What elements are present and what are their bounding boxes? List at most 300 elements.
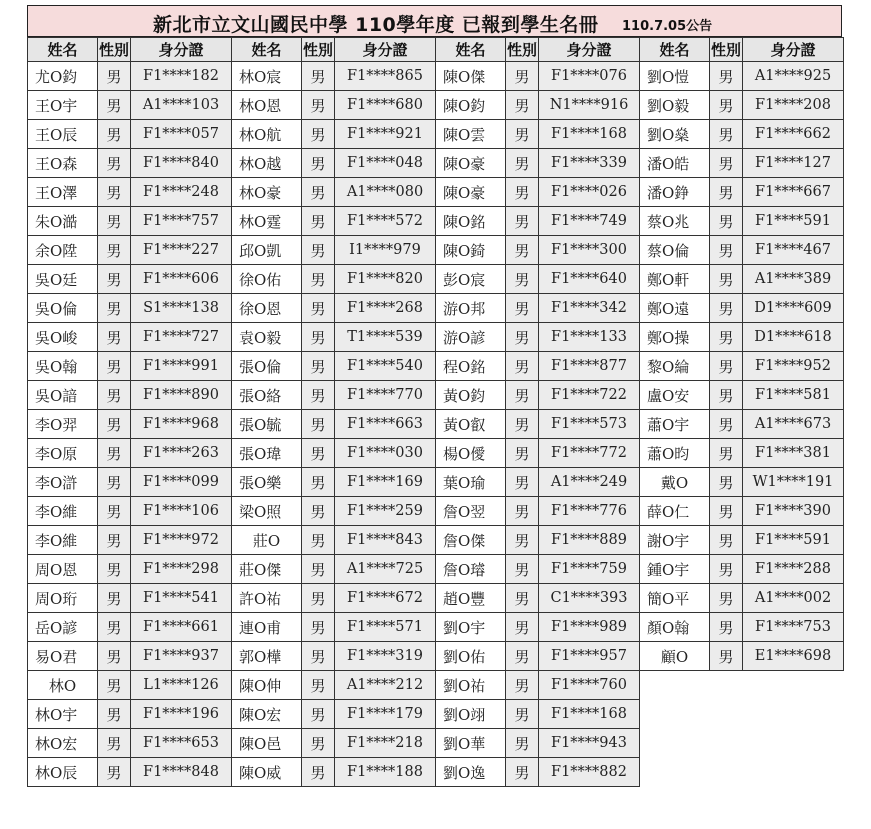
header-name: 姓名 xyxy=(640,38,710,62)
student-name: 劉O愷 xyxy=(640,62,710,91)
student-name: 盧O安 xyxy=(640,381,710,410)
table-row xyxy=(28,613,844,642)
student-id: F1****772 xyxy=(539,439,640,468)
student-id: F1****753 xyxy=(743,613,844,642)
student-id: F1****381 xyxy=(743,439,844,468)
student-id: F1****749 xyxy=(539,207,640,236)
student-id: F1****727 xyxy=(131,323,232,352)
student-id: F1****722 xyxy=(539,381,640,410)
student-id: F1****848 xyxy=(131,758,232,787)
student-name: 邱O凱 xyxy=(232,236,302,265)
student-name: 林O越 xyxy=(232,149,302,178)
header-gender: 性別 xyxy=(98,38,131,62)
student-id: F1****890 xyxy=(131,381,232,410)
student-id: F1****591 xyxy=(743,526,844,555)
student-name: 劉O祐 xyxy=(436,671,506,700)
student-name: 李O原 xyxy=(28,439,98,468)
student-id: F1****667 xyxy=(743,178,844,207)
student-id: F1****248 xyxy=(131,178,232,207)
student-name: 顏O翰 xyxy=(640,613,710,642)
student-name: 楊O僾 xyxy=(436,439,506,468)
student-id: F1****026 xyxy=(539,178,640,207)
student-gender: 男 xyxy=(506,642,539,671)
student-gender: 男 xyxy=(506,120,539,149)
student-gender: 男 xyxy=(98,700,131,729)
student-gender: 男 xyxy=(506,758,539,787)
student-gender: 男 xyxy=(98,758,131,787)
student-gender: 男 xyxy=(506,265,539,294)
table-row xyxy=(28,149,844,178)
student-name: 葉O瑜 xyxy=(436,468,506,497)
student-id: F1****390 xyxy=(743,497,844,526)
student-name: 林O霆 xyxy=(232,207,302,236)
student-id: C1****393 xyxy=(539,584,640,613)
student-gender: 男 xyxy=(98,62,131,91)
student-id: D1****618 xyxy=(743,323,844,352)
student-id: F1****541 xyxy=(131,584,232,613)
student-name: 張O倫 xyxy=(232,352,302,381)
student-name: 徐O恩 xyxy=(232,294,302,323)
student-name: 朱O澔 xyxy=(28,207,98,236)
student-name: 潘O錚 xyxy=(640,178,710,207)
student-id: F1****188 xyxy=(335,758,436,787)
student-gender: 男 xyxy=(710,468,743,497)
student-id: F1****877 xyxy=(539,352,640,381)
student-id: S1****138 xyxy=(131,294,232,323)
student-name: 連O甫 xyxy=(232,613,302,642)
student-id: A1****002 xyxy=(743,584,844,613)
student-gender: 男 xyxy=(302,323,335,352)
student-gender: 男 xyxy=(98,613,131,642)
student-gender: 男 xyxy=(98,729,131,758)
student-name: 程O銘 xyxy=(436,352,506,381)
student-gender: 男 xyxy=(302,294,335,323)
student-gender: 男 xyxy=(98,265,131,294)
student-gender: 男 xyxy=(98,91,131,120)
student-id: F1****227 xyxy=(131,236,232,265)
student-name: 周O恩 xyxy=(28,555,98,584)
student-gender: 男 xyxy=(302,468,335,497)
student-name: 陳O伸 xyxy=(232,671,302,700)
student-gender: 男 xyxy=(710,497,743,526)
student-id: F1****972 xyxy=(131,526,232,555)
student-gender: 男 xyxy=(302,149,335,178)
student-gender: 男 xyxy=(506,91,539,120)
student-name: 蔡O倫 xyxy=(640,236,710,265)
student-gender: 男 xyxy=(98,149,131,178)
empty-cell xyxy=(640,758,710,787)
student-name: 陳O豪 xyxy=(436,178,506,207)
student-id: F1****467 xyxy=(743,236,844,265)
student-id: F1****540 xyxy=(335,352,436,381)
student-id: F1****263 xyxy=(131,439,232,468)
student-id: F1****319 xyxy=(335,642,436,671)
student-name: 林O xyxy=(28,671,98,700)
student-name: 陳O威 xyxy=(232,758,302,787)
student-name: 游O諺 xyxy=(436,323,506,352)
student-name: 陳O邑 xyxy=(232,729,302,758)
student-id: F1****680 xyxy=(335,91,436,120)
student-id: F1****640 xyxy=(539,265,640,294)
student-gender: 男 xyxy=(710,149,743,178)
student-id: A1****389 xyxy=(743,265,844,294)
student-id: F1****661 xyxy=(131,613,232,642)
student-gender: 男 xyxy=(710,236,743,265)
student-gender: 男 xyxy=(710,62,743,91)
student-gender: 男 xyxy=(302,207,335,236)
student-gender: 男 xyxy=(98,526,131,555)
empty-cell xyxy=(743,729,844,758)
student-id: F1****182 xyxy=(131,62,232,91)
student-id: F1****099 xyxy=(131,468,232,497)
student-gender: 男 xyxy=(710,642,743,671)
student-gender: 男 xyxy=(710,555,743,584)
student-id: F1****196 xyxy=(131,700,232,729)
student-gender: 男 xyxy=(98,381,131,410)
header-row xyxy=(28,38,844,62)
student-name: 彭O宸 xyxy=(436,265,506,294)
student-name: 趙O豐 xyxy=(436,584,506,613)
student-gender: 男 xyxy=(710,584,743,613)
roster-body xyxy=(28,62,844,787)
student-gender: 男 xyxy=(710,439,743,468)
student-id: F1****218 xyxy=(335,729,436,758)
table-row xyxy=(28,700,844,729)
table-row xyxy=(28,62,844,91)
student-name: 陳O銘 xyxy=(436,207,506,236)
student-name: 蕭O昀 xyxy=(640,439,710,468)
student-name: 吳O廷 xyxy=(28,265,98,294)
header-name: 姓名 xyxy=(232,38,302,62)
student-id: F1****889 xyxy=(539,526,640,555)
table-row xyxy=(28,294,844,323)
student-name: 蕭O宇 xyxy=(640,410,710,439)
student-id: F1****581 xyxy=(743,381,844,410)
student-name: 陳O豪 xyxy=(436,149,506,178)
student-name: 鄭O遠 xyxy=(640,294,710,323)
student-gender: 男 xyxy=(302,700,335,729)
student-id: F1****208 xyxy=(743,91,844,120)
student-name: 劉O華 xyxy=(436,729,506,758)
student-gender: 男 xyxy=(506,236,539,265)
student-id: F1****076 xyxy=(539,62,640,91)
header-id: 身分證 xyxy=(743,38,844,62)
student-id: F1****259 xyxy=(335,497,436,526)
student-name: 潘O皓 xyxy=(640,149,710,178)
header-id: 身分證 xyxy=(539,38,640,62)
student-name: 游O邦 xyxy=(436,294,506,323)
student-gender: 男 xyxy=(98,642,131,671)
student-gender: 男 xyxy=(302,497,335,526)
student-name: 林O恩 xyxy=(232,91,302,120)
student-gender: 男 xyxy=(710,265,743,294)
student-gender: 男 xyxy=(302,555,335,584)
student-gender: 男 xyxy=(302,91,335,120)
student-gender: 男 xyxy=(506,410,539,439)
student-name: 李O維 xyxy=(28,497,98,526)
student-id: F1****820 xyxy=(335,265,436,294)
student-gender: 男 xyxy=(302,642,335,671)
student-id: W1****191 xyxy=(743,468,844,497)
table-row xyxy=(28,381,844,410)
student-id: F1****342 xyxy=(539,294,640,323)
student-name: 周O珩 xyxy=(28,584,98,613)
student-gender: 男 xyxy=(710,178,743,207)
empty-cell xyxy=(710,700,743,729)
student-id: F1****776 xyxy=(539,497,640,526)
table-row xyxy=(28,265,844,294)
student-name: 王O澤 xyxy=(28,178,98,207)
student-id: F1****989 xyxy=(539,613,640,642)
student-id: F1****298 xyxy=(131,555,232,584)
student-name: 吳O倫 xyxy=(28,294,98,323)
student-name: 許O祐 xyxy=(232,584,302,613)
student-id: A1****725 xyxy=(335,555,436,584)
student-gender: 男 xyxy=(710,120,743,149)
student-gender: 男 xyxy=(98,294,131,323)
student-name: 王O辰 xyxy=(28,120,98,149)
header-id: 身分證 xyxy=(131,38,232,62)
empty-cell xyxy=(640,729,710,758)
student-name: 鄭O操 xyxy=(640,323,710,352)
student-gender: 男 xyxy=(506,613,539,642)
empty-cell xyxy=(743,758,844,787)
student-name: 謝O宇 xyxy=(640,526,710,555)
header-id: 身分證 xyxy=(335,38,436,62)
student-name: 顧O xyxy=(640,642,710,671)
student-name: 戴O xyxy=(640,468,710,497)
student-name: 劉O燊 xyxy=(640,120,710,149)
table-row xyxy=(28,120,844,149)
student-gender: 男 xyxy=(302,381,335,410)
student-id: F1****339 xyxy=(539,149,640,178)
student-gender: 男 xyxy=(710,352,743,381)
student-gender: 男 xyxy=(506,207,539,236)
student-id: F1****048 xyxy=(335,149,436,178)
student-name: 陳O雲 xyxy=(436,120,506,149)
student-id: F1****606 xyxy=(131,265,232,294)
student-name: 袁O毅 xyxy=(232,323,302,352)
student-gender: 男 xyxy=(302,410,335,439)
student-name: 李O滸 xyxy=(28,468,98,497)
student-id: F1****288 xyxy=(743,555,844,584)
student-id: N1****916 xyxy=(539,91,640,120)
student-gender: 男 xyxy=(98,439,131,468)
student-gender: 男 xyxy=(710,410,743,439)
student-id: L1****126 xyxy=(131,671,232,700)
student-name: 陳O宏 xyxy=(232,700,302,729)
student-name: 張O瑋 xyxy=(232,439,302,468)
student-gender: 男 xyxy=(98,236,131,265)
student-gender: 男 xyxy=(302,178,335,207)
student-id: F1****127 xyxy=(743,149,844,178)
student-id: F1****968 xyxy=(131,410,232,439)
student-gender: 男 xyxy=(710,207,743,236)
empty-cell xyxy=(640,671,710,700)
student-id: E1****698 xyxy=(743,642,844,671)
student-name: 李O羿 xyxy=(28,410,98,439)
student-id: F1****672 xyxy=(335,584,436,613)
student-gender: 男 xyxy=(98,207,131,236)
student-name: 詹O傑 xyxy=(436,526,506,555)
student-id: A1****212 xyxy=(335,671,436,700)
student-name: 劉O翊 xyxy=(436,700,506,729)
student-name: 薛O仁 xyxy=(640,497,710,526)
student-name: 劉O逸 xyxy=(436,758,506,787)
header-gender: 性別 xyxy=(302,38,335,62)
student-name: 莊O xyxy=(232,526,302,555)
student-id: F1****759 xyxy=(539,555,640,584)
table-row xyxy=(28,758,844,787)
student-name: 林O辰 xyxy=(28,758,98,787)
student-gender: 男 xyxy=(302,62,335,91)
student-gender: 男 xyxy=(302,120,335,149)
student-gender: 男 xyxy=(506,294,539,323)
student-name: 劉O佑 xyxy=(436,642,506,671)
student-id: F1****843 xyxy=(335,526,436,555)
student-gender: 男 xyxy=(710,91,743,120)
student-gender: 男 xyxy=(710,323,743,352)
student-name: 陳O錡 xyxy=(436,236,506,265)
student-name: 黃O鈞 xyxy=(436,381,506,410)
student-name: 尤O鈞 xyxy=(28,62,98,91)
student-name: 陳O鈞 xyxy=(436,91,506,120)
table-row xyxy=(28,497,844,526)
student-gender: 男 xyxy=(98,497,131,526)
student-id: F1****757 xyxy=(131,207,232,236)
student-id: F1****991 xyxy=(131,352,232,381)
student-id: F1****760 xyxy=(539,671,640,700)
empty-cell xyxy=(640,700,710,729)
student-id: F1****030 xyxy=(335,439,436,468)
table-row xyxy=(28,178,844,207)
table-row xyxy=(28,526,844,555)
student-gender: 男 xyxy=(98,671,131,700)
table-row xyxy=(28,729,844,758)
student-name: 張O毓 xyxy=(232,410,302,439)
empty-cell xyxy=(710,729,743,758)
header-gender: 性別 xyxy=(710,38,743,62)
student-name: 詹O翌 xyxy=(436,497,506,526)
student-id: A1****925 xyxy=(743,62,844,91)
student-gender: 男 xyxy=(506,671,539,700)
roster-table xyxy=(27,37,844,787)
student-id: F1****943 xyxy=(539,729,640,758)
student-name: 林O宸 xyxy=(232,62,302,91)
student-gender: 男 xyxy=(302,584,335,613)
student-name: 林O宏 xyxy=(28,729,98,758)
table-row xyxy=(28,410,844,439)
header-name: 姓名 xyxy=(436,38,506,62)
student-name: 吳O翰 xyxy=(28,352,98,381)
student-name: 張O樂 xyxy=(232,468,302,497)
student-gender: 男 xyxy=(506,468,539,497)
table-row xyxy=(28,584,844,613)
student-id: F1****840 xyxy=(131,149,232,178)
student-gender: 男 xyxy=(302,236,335,265)
student-name: 梁O照 xyxy=(232,497,302,526)
student-gender: 男 xyxy=(506,700,539,729)
student-id: F1****106 xyxy=(131,497,232,526)
student-id: F1****921 xyxy=(335,120,436,149)
student-gender: 男 xyxy=(98,584,131,613)
student-id: F1****957 xyxy=(539,642,640,671)
student-gender: 男 xyxy=(506,555,539,584)
student-id: F1****057 xyxy=(131,120,232,149)
student-roster-sheet xyxy=(27,5,842,787)
student-name: 林O航 xyxy=(232,120,302,149)
student-name: 吳O峻 xyxy=(28,323,98,352)
student-id: A1****249 xyxy=(539,468,640,497)
student-gender: 男 xyxy=(302,439,335,468)
student-gender: 男 xyxy=(710,613,743,642)
student-gender: 男 xyxy=(98,555,131,584)
student-name: 林O豪 xyxy=(232,178,302,207)
student-name: 岳O諺 xyxy=(28,613,98,642)
announcement-date: 110.7.05公告 xyxy=(622,19,713,34)
empty-cell xyxy=(743,700,844,729)
student-id: A1****673 xyxy=(743,410,844,439)
empty-cell xyxy=(743,671,844,700)
student-gender: 男 xyxy=(506,497,539,526)
table-row xyxy=(28,555,844,584)
student-id: F1****572 xyxy=(335,207,436,236)
student-name: 蔡O兆 xyxy=(640,207,710,236)
student-gender: 男 xyxy=(710,381,743,410)
student-gender: 男 xyxy=(506,149,539,178)
student-id: F1****179 xyxy=(335,700,436,729)
student-gender: 男 xyxy=(506,584,539,613)
student-name: 劉O宇 xyxy=(436,613,506,642)
table-row xyxy=(28,236,844,265)
student-gender: 男 xyxy=(506,352,539,381)
student-id: F1****663 xyxy=(335,410,436,439)
student-gender: 男 xyxy=(506,178,539,207)
student-id: F1****169 xyxy=(335,468,436,497)
student-id: F1****662 xyxy=(743,120,844,149)
table-row xyxy=(28,323,844,352)
student-name: 黃O叡 xyxy=(436,410,506,439)
student-name: 林O宇 xyxy=(28,700,98,729)
empty-cell xyxy=(710,671,743,700)
student-gender: 男 xyxy=(302,671,335,700)
student-id: A1****103 xyxy=(131,91,232,120)
student-id: T1****539 xyxy=(335,323,436,352)
student-gender: 男 xyxy=(506,526,539,555)
student-gender: 男 xyxy=(98,410,131,439)
student-id: F1****653 xyxy=(131,729,232,758)
student-gender: 男 xyxy=(506,729,539,758)
student-id: F1****571 xyxy=(335,613,436,642)
student-name: 徐O佑 xyxy=(232,265,302,294)
student-gender: 男 xyxy=(98,120,131,149)
student-gender: 男 xyxy=(302,613,335,642)
student-id: F1****300 xyxy=(539,236,640,265)
student-id: F1****133 xyxy=(539,323,640,352)
student-id: D1****609 xyxy=(743,294,844,323)
student-id: F1****937 xyxy=(131,642,232,671)
student-gender: 男 xyxy=(98,323,131,352)
student-gender: 男 xyxy=(302,758,335,787)
student-gender: 男 xyxy=(302,526,335,555)
student-id: F1****268 xyxy=(335,294,436,323)
student-name: 詹O璿 xyxy=(436,555,506,584)
student-name: 郭O樺 xyxy=(232,642,302,671)
student-id: F1****952 xyxy=(743,352,844,381)
student-gender: 男 xyxy=(302,352,335,381)
student-name: 易O君 xyxy=(28,642,98,671)
student-name: 簡O平 xyxy=(640,584,710,613)
